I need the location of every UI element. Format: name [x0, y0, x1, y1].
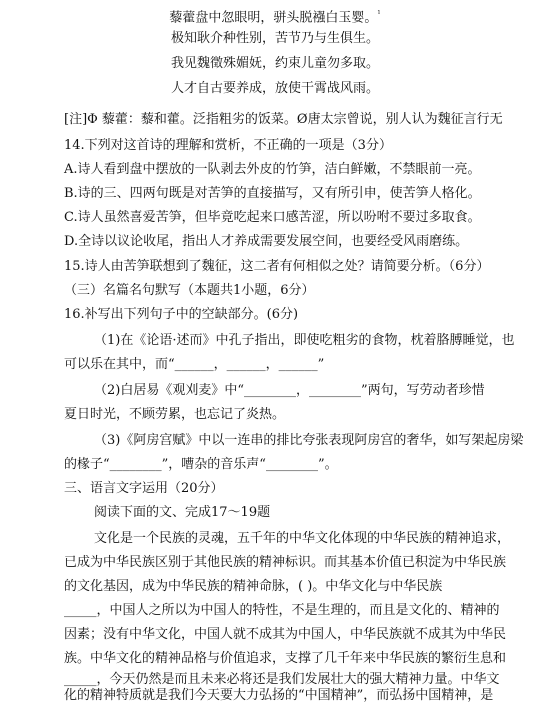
question-14-option-d: D.全诗以议论收尾，指出人才养成需要发展空间，也要经受风雨磨练。 [64, 234, 469, 249]
question-16-item-2a: （2)白居易《观刈麦》中“________，________”两句，写劳动者珍惜 [94, 383, 485, 398]
question-14-option-b: B.诗的三、四两句既是对苦笋的直接描写，又有所引申，使苦笋人格化。 [64, 186, 481, 201]
question-16-item-2b: 夏日时光，不顾劳累，也忘记了炎热。 [64, 407, 286, 422]
passage-line-7: _____，今天仍然是而且未来必将还是我们发展壮大的强大精神力量。中华文 [64, 672, 500, 687]
question-16-item-1b: 可以乐在其中，而“______，______，______” [64, 357, 325, 372]
passage-line-2: 已成为中华民族区别于其他民族的精神标识。而其基本价值已积淀为中华民族 [64, 555, 507, 570]
reading-instruction: 阅读下面的文、完成17～19题 [94, 505, 271, 520]
question-14-option-a: A.诗人看到盘中摆放的一队剥去外皮的竹笋，洁白鲜嫩，不禁眼前一亮。 [64, 162, 481, 177]
question-14-option-c: C.诗人虽然喜爱苦笋，但毕竟吃起来口感苦涩，所以吩咐不要过多取食。 [64, 210, 481, 225]
question-14-stem: 14.下列对这首诗的理解和赏析，不正确的一项是（3分） [64, 138, 392, 153]
footnote-mark: ¹ [377, 9, 381, 18]
passage-line-1: 文化是一个民族的灵魂，五千年的中华文化体现的中华民族的精神追求， [94, 531, 511, 546]
question-16-item-1a: （1)在《论语·述而》中孔子指出，即使吃粗劣的食物，枕着胳膊睡觉，也 [94, 333, 515, 348]
question-16-item-3b: 的椽子“________”，嘈杂的音乐声“________”。 [64, 457, 338, 472]
passage-line-4: _____，中国人之所以为中国人的特性，不是生理的，而且是文化的、精神的 [64, 603, 500, 618]
poem-line-1 [0, 6, 550, 26]
question-16-stem: 16.补写出下列句子中的空缺部分。(6分) [64, 307, 299, 322]
poem-line-3: 我见魏徵殊媚妩，约束儿童勿多取。 [170, 56, 379, 71]
passage-line-5: 因素；没有中华文化，中国人就不成其为中国人，中华民族就不成其为中华民 [64, 627, 507, 642]
poem-line-1-text: 藜藿盘中忽眼明，骈头脱襁白玉婴。 [169, 10, 378, 26]
poem-line-4: 人才自古要养成，放使干霄战风雨。 [170, 81, 379, 96]
question-15: 15.诗人由苦笋联想到了魏征，这二者有何相似之处？请简要分析。（6分） [64, 259, 490, 274]
passage-line-6: 族。中华文化的精神品格与价值追求，支撑了几千年来中华民族的繁衍生息和 [64, 651, 507, 666]
question-16-item-3a: （3)《阿房宫赋》中以一连串的排比夸张表现阿房宫的奢华，如写架起房梁 [94, 433, 524, 448]
part-3-heading: 三、语言文字运用（20分） [64, 481, 224, 496]
poem-line-2: 极知耿介种性别，苦节乃与生俱生。 [170, 31, 379, 46]
passage-line-8: 化的精神特质就是我们今天要大力弘扬的“中国精神”，而弘扬中国精神，是 [64, 688, 494, 703]
poem-note: [注]Φ 藜藿：藜和藿。泛指粗劣的饭菜。Ø唐太宗曾说，别人认为魏征言行无 [64, 112, 503, 127]
passage-line-3: 的文化基因，成为中华民族的精神命脉，( )。中华文化与中华民族 [64, 579, 443, 594]
section-3-heading: （三）名篇名句默写（本题共1小题，6分） [64, 283, 315, 298]
